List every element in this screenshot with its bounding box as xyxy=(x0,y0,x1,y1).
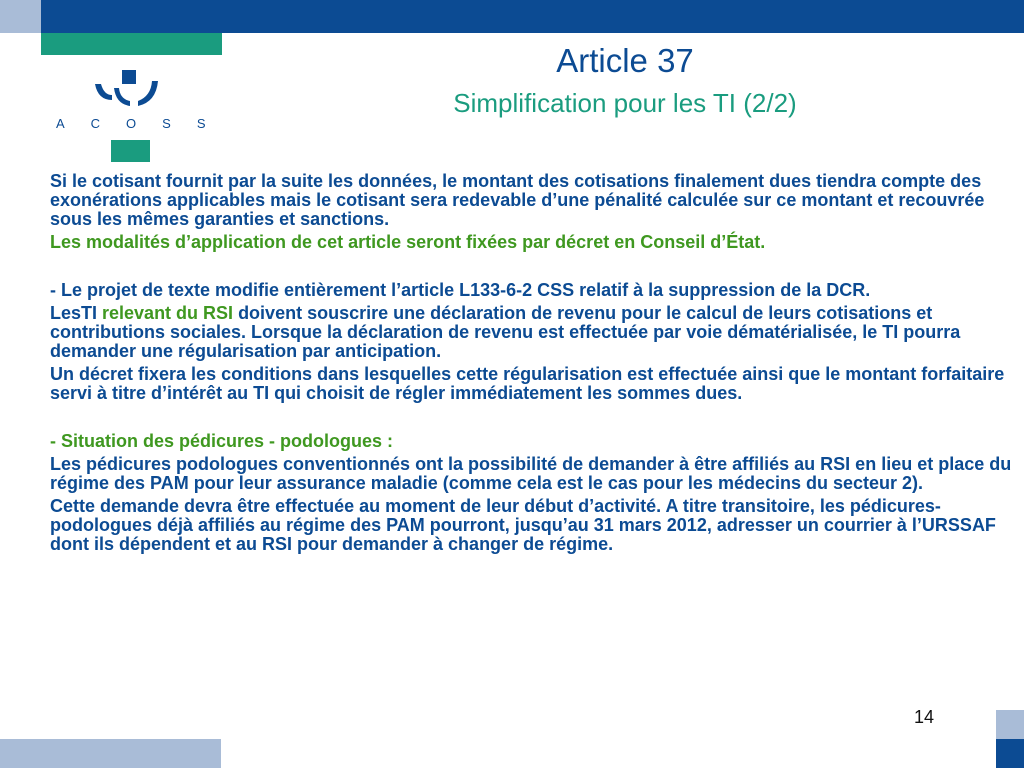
paragraph-podiatrists-request: Cette demande devra être effectuée au moment de leur début d’activité. A titre transitoire, les pédicures-podologues déjà affiliés au régime des PAM pourront, jusqu’au 31 mars 2012, adresser un courrier à l’URSSAF dont ils dépendent et au RSI pour demander à changer de régime. xyxy=(50,496,996,554)
paragraph-dcr-removal: - Le projet de texte modifie entièrement l’article L133-6-2 CSS relatif à la suppression de la DCR. xyxy=(50,280,871,300)
income-declaration-text: doivent souscrire une déclaration de revenu pour le calcul de leurs cotisations et contributions sociales. Lorsque la déclaration de revenu est effectuée par voie dématérialisée, le TI pourra demander une régularisation par anticipation. xyxy=(50,303,961,361)
teal-accent-square xyxy=(111,140,150,162)
acoss-emblem-icon xyxy=(48,68,218,118)
bottom-right-light-block xyxy=(996,710,1024,739)
top-left-light-block xyxy=(0,0,41,33)
slide-body xyxy=(50,172,1016,558)
slide-subtitle: Simplification pour les TI (2/2) xyxy=(453,88,797,118)
slide-title: Article 37 xyxy=(556,42,694,79)
logo-text: ACOSS xyxy=(56,116,232,131)
paragraph-podiatrists-affiliation: Les pédicures podologues conventionnés ont la possibilité de demander à être affiliés au RSI en lieu et place du régime des PAM pour leur assurance maladie (comme cela est le cas pour les médecins du secteur 2). xyxy=(50,454,1012,493)
page-number: 14 xyxy=(914,707,935,727)
paragraph-regularisation-decree: Un décret fixera les conditions dans lesquelles cette régularisation est effectuée ainsi que le montant forfaitaire servi à titre d’intérêt au TI qui choisit de régler immédiatement les sommes dues. xyxy=(50,364,1005,403)
top-navy-bar xyxy=(41,0,1024,33)
bottom-left-light-bar xyxy=(0,739,221,768)
paragraph-decree-conditions: Les modalités d’application de cet article seront fixées par décret en Conseil d’État. xyxy=(50,232,766,252)
section-heading-podiatrists: - Situation des pédicures - podologues : xyxy=(50,431,394,451)
rsi-highlight: relevant du RSI xyxy=(102,303,234,323)
teal-accent-bar xyxy=(41,33,222,55)
ti-prefix: LesTI xyxy=(50,303,103,323)
paragraph-income-declaration xyxy=(50,304,1016,361)
bottom-right-navy-block xyxy=(996,739,1024,768)
paragraph-penalty: Si le cotisant fournit par la suite les données, le montant des cotisations finalement dues tiendra compte des exonérations applicables mais le cotisant sera redevable d’une pénalité calculée sur ce montant et recouvrée sous les mêmes garanties et sanctions. xyxy=(50,171,985,229)
